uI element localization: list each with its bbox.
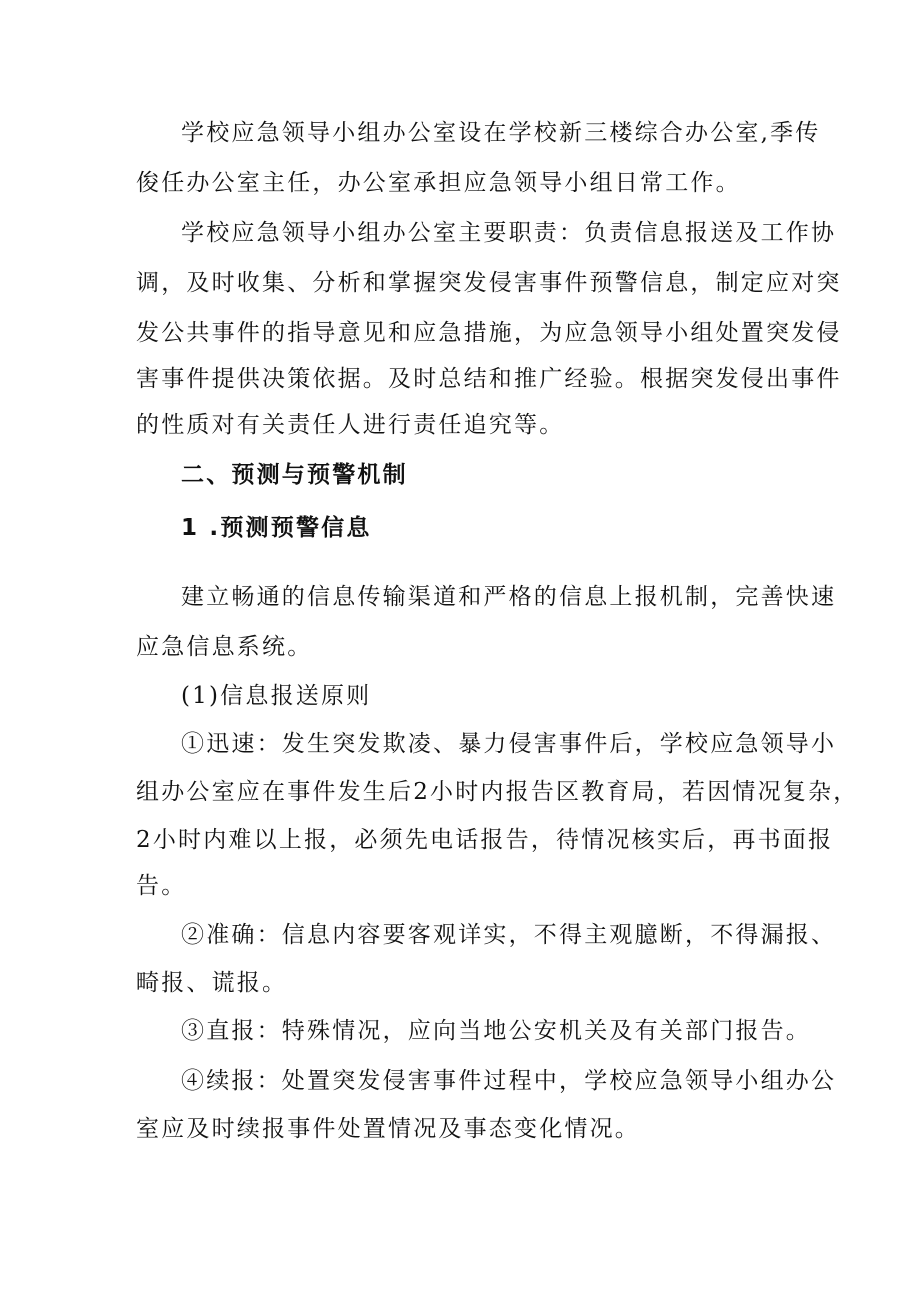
body-text-line: 害事件提供决策依据。及时总结和推广经验。根据突发侵出事件 xyxy=(136,366,842,392)
body-text-line: ④续报：处置突发侵害事件过程中，学校应急领导小组办公 xyxy=(181,1068,837,1094)
body-text-line: 学校应急领导小组办公室设在学校新三楼综合办公室,季传 xyxy=(181,120,821,146)
section-heading: 二、预测与预警机制 xyxy=(181,462,408,488)
body-text-line: 2小时内难以上报，必须先电话报告，待情况核实后，再书面报 xyxy=(136,827,834,853)
body-text-line: ③直报：特殊情况，应向当地公安机关及有关部门报告。 xyxy=(181,1018,811,1044)
body-text-line: 俊任办公室主任，办公室承担应急领导小组日常工作。 xyxy=(136,170,741,196)
body-text-line: 畸报、谎报。 xyxy=(136,970,288,996)
body-text-line: 应急信息系统。 xyxy=(136,634,313,660)
subsection-heading: 1 .预测预警信息 xyxy=(181,515,372,541)
body-text-line: 发公共事件的指导意见和应急措施，为应急领导小组处置突发侵 xyxy=(136,320,842,346)
body-text-line: 调，及时收集、分析和掌握突发侵害事件预警信息，制定应对突 xyxy=(136,270,842,296)
body-text-line: ①迅速：发生突发欺凌、暴力侵害事件后，学校应急领导小 xyxy=(181,731,837,757)
body-text-line: 室应及时续报事件处置情况及事态变化情况。 xyxy=(136,1116,640,1142)
body-text-line: 告。 xyxy=(136,873,187,899)
item-heading: (1)信息报送原则 xyxy=(181,683,372,709)
body-text-line: 建立畅通的信息传输渠道和严格的信息上报机制，完善快速 xyxy=(181,584,837,610)
body-text-line: ②准确：信息内容要客观详实，不得主观臆断，不得漏报、 xyxy=(181,922,837,948)
body-text-line: 学校应急领导小组办公室主要职责：负责信息报送及工作协 xyxy=(181,220,837,246)
body-text-line: 的性质对有关责任人进行责任追究等。 xyxy=(136,412,565,438)
body-text-line: 组办公室应在事件发生后2小时内报告区教育局，若因情况复杂， xyxy=(136,779,859,805)
